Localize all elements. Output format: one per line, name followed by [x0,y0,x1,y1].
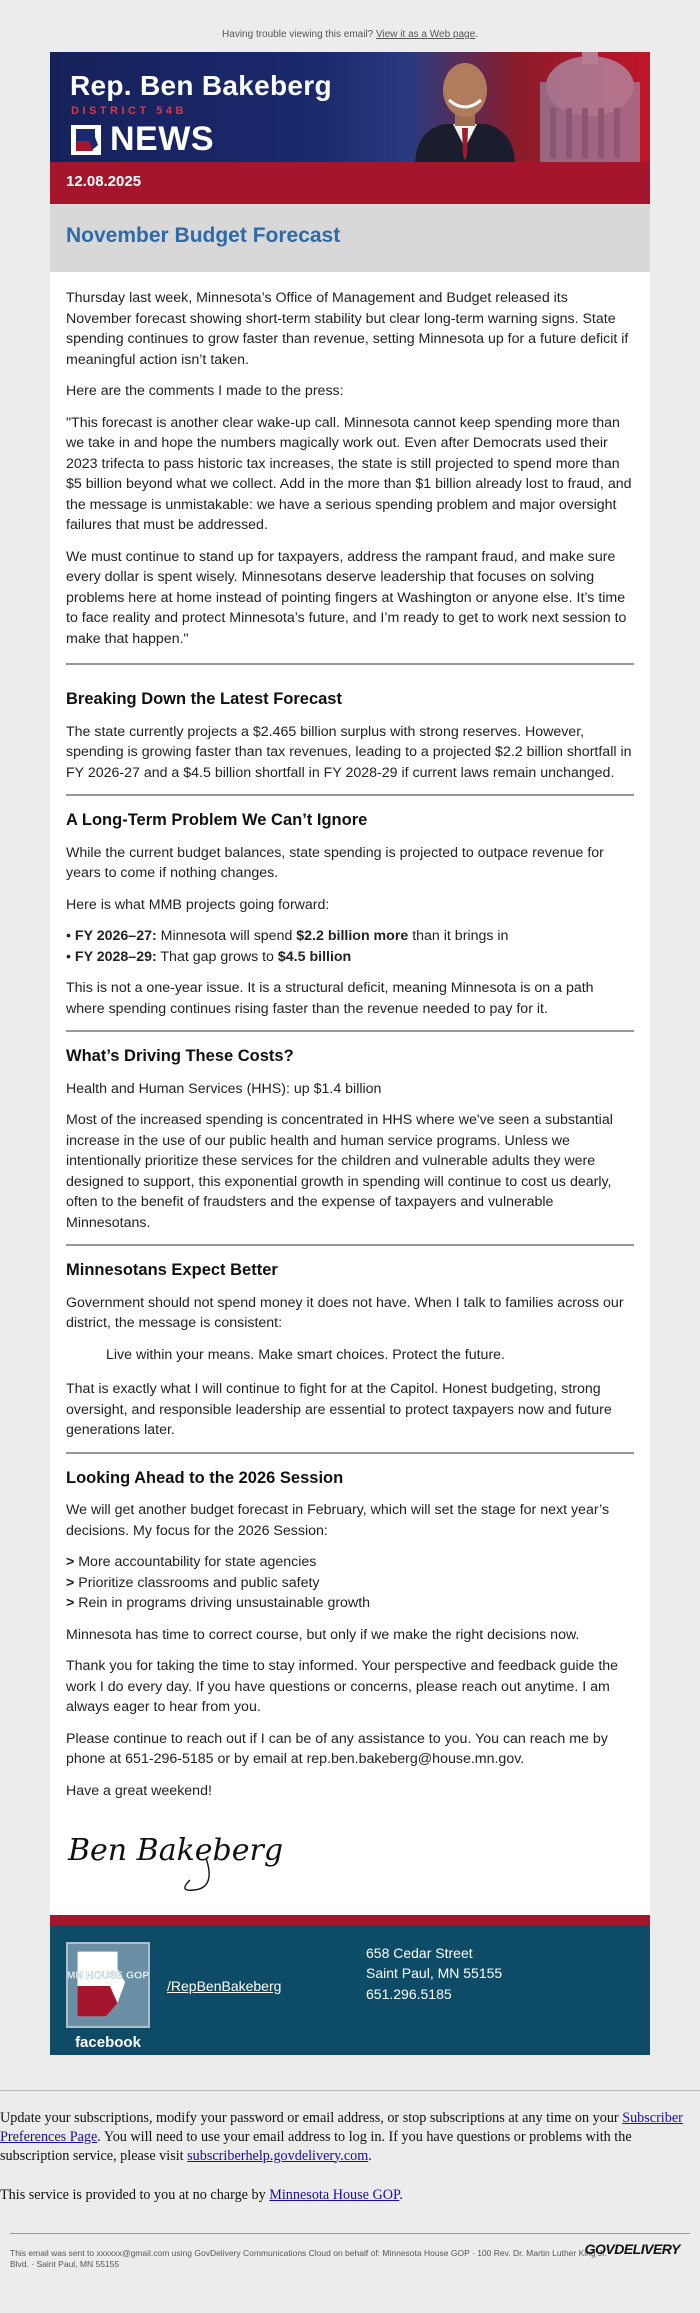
section-divider [66,1030,634,1032]
newsletter-headline: November Budget Forecast [66,224,341,247]
section-divider [66,1452,634,1454]
section-paragraph: Most of the increased spending is concentrated in HHS where we've seen a substantial increase in the use of our public health and human service programs. Unless we intentionally prioritize these services for the children and vulnerable adults they were designed to support, this exponential growth in spending will continue to cost us dearly, often to the benefit of fraudsters and the expense of taxpayers and vulnerable Minnesotans. [66,1112,613,1231]
mn-house-gop-small-icon [71,125,101,155]
header-banner [50,52,650,162]
section-divider [66,663,634,665]
signature-image [66,1818,284,1898]
section-paragraph: Minnesota has time to correct course, but only if we make the right decisions now. [66,1626,580,1643]
banner-district: DISTRICT 54B [71,105,187,117]
focus-item: > Rein in programs driving unsustainable growth [66,1595,371,1611]
banner-title: Rep. Ben Bakeberg [70,70,332,101]
section-paragraph: Health and Human Services (HHS): up $1.4 billion [66,1080,382,1097]
intro-paragraph: Here are the comments I made to the press: [66,383,344,399]
svg-text:Ben Bakeberg: Ben Bakeberg [68,1833,284,1868]
focus-item: > More accountability for state agencies [66,1554,317,1570]
section-paragraph: Thank you for taking the time to stay informed. Your perspective and feedback guide the work I do every day. If you have questions or concerns, please reach out anytime. I am always eager to hear from you. [66,1658,619,1715]
press-quote: "This forecast is another clear wake-up call. Minnesota cannot keep spending more than we take in and hope the numbers magically work out. Even after Democrats used their 2023 trifecta to pass historic tax increases, the state is still projected to spend more than $5 billion beyond what we collect. Add in the more than $1 billion already lost to fraud, and the message is unmistakable: we have a serious spending problem and major oversight failures that must be addressed. [66,414,632,533]
section-divider [66,1244,634,1246]
date-bar: 12.08.2025 [50,162,650,204]
mn-house-gop-logo [66,1942,150,2028]
closing-line: Have a great weekend! [66,1782,212,1799]
forecast-bullet: • FY 2028–29: That gap grows to $4.5 billion [66,948,352,965]
subscriber-help-link[interactable]: subscriberhelp.govdelivery.com [187,2147,369,2164]
intro-paragraph: Thursday last week, Minnesota’s Office of Management and Budget released its November forecast showing short-term stability but clear long-term warning signs. State spending continues to grow faster than revenue, setting Minnesota up for a future deficit if meaningful action isn’t taken. [66,290,629,368]
section-heading: Minnesotans Expect Better [66,1261,278,1279]
section-paragraph: The state currently projects a $2.465 billion surplus with strong reserves. However, spending is growing faster than tax revenues, leading to a projected $2.2 billion shortfall in FY 2026-27 and a $4.5 billion shortfall in FY 2028-29 if current laws remain unchanged. [66,723,632,781]
web-view-notice: Having trouble viewing this email? View it as a Web page. [222,29,478,40]
press-quote: We must continue to stand up for taxpayers, address the rampant fraud, and make sure every dollar is spent wisely. Minnesotans deserve leadership that focuses on solving problems here at home instead of pointing fingers at Washington or anyone else. It’s time to face reality and protect Minnesota’s future, and I’m ready to get to work next session to make that happen." [66,548,627,647]
facebook-label: facebook [75,2033,141,2051]
newsletter-content [50,272,650,1915]
govdelivery-logo: GOVDELIVERY [584,2240,680,2257]
section-heading: Looking Ahead to the 2026 Session [66,1468,344,1487]
section-paragraph: That is exactly what I will continue to fight for at the Capitol. Honest budgeting, strong oversight, and responsible leadership are essential to protect taxpayers now and future generations later. [66,1381,612,1438]
facebook-block[interactable] [66,1942,150,2051]
section-heading: What’s Driving These Costs? [66,1047,294,1065]
section-paragraph: Government should not spend money it does not have. When I talk to families across our district, the message is consistent: [66,1294,624,1331]
email-body [50,52,650,2055]
office-phone: 651.296.5185 [366,1985,452,2002]
subscription-notice: Update your subscriptions, modify your password or email address, or stop subscriptions at any time on your Subscriber Preferences Page. You will need to use your email address to log in. If you have questions or problems with the subscription service, please visit subscriberhelp.govdelivery.com. This service is provided to you at no charge by Minnesota House GOP. [0,2090,700,2205]
footer-divider-bar [50,1915,650,1925]
section-paragraph: Here is what MMB projects going forward: [66,896,330,913]
web-view-text: Having trouble viewing this email? [222,29,374,40]
section-heading: A Long-Term Problem We Can’t Ignore [66,811,368,829]
footer [50,1925,650,2055]
legal-footer [10,2233,690,2313]
section-divider [66,794,634,796]
section-heading: Breaking Down the Latest Forecast [66,690,342,708]
focus-item: > Prioritize classrooms and public safety [66,1574,320,1591]
web-view-link[interactable]: View it as a Web page [376,29,476,40]
office-address: 658 Cedar Street Saint Paul, MN 55155 651.296.5185 [366,1943,502,2005]
svg-text:MN HOUSE GOP: MN HOUSE GOP [66,1969,150,1981]
title-bar [50,204,650,272]
facebook-page-link[interactable]: /RepBenBakeberg [167,1977,282,1994]
motto-quote: Live within your means. Make smart choices. Protect the future. [106,1346,505,1363]
section-paragraph: We will get another budget forecast in February, which will set the stage for next year’s decisions. My focus for the 2026 Session: [66,1502,610,1539]
banner-news: NEWS [110,120,214,158]
representative-photo [405,52,525,162]
legal-text: This email was sent to xxxxxx@gmail.com using GovDelivery Communications Cloud on behalf of: Minnesota House GOP · 100 Rev. Dr. Martin Luther King Jr. Blvd. · Saint Paul, MN 55155 [10,2247,607,2269]
mn-house-gop-link[interactable]: Minnesota House GOP [269,2186,400,2203]
section-paragraph: This is not a one-year issue. It is a structural deficit, meaning Minnesota is on a path where spending continues rising faster than the revenue needed to pay for it. [66,980,594,1017]
forecast-bullet: • FY 2026–27: Minnesota will spend $2.2 billion more than it brings in [66,928,509,944]
subscriber-preferences-link[interactable]: Subscriber Preferences Page [0,2109,683,2145]
contact-paragraph: Please continue to reach out if I can be of any assistance to you. You can reach me by phone at 651-296-5185 or by email at rep.ben.bakeberg@house.mn.gov. [66,1730,608,1767]
section-paragraph: While the current budget balances, state spending is projected to outpace revenue for years to come if nothing changes. [66,844,604,881]
